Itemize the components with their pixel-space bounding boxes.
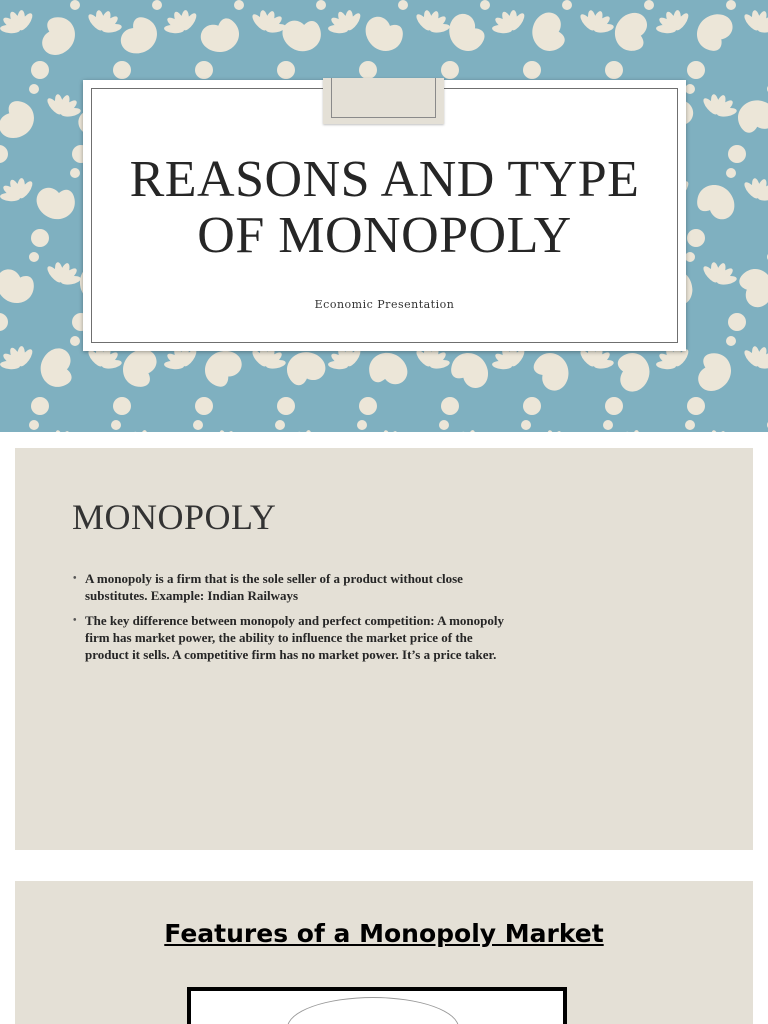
- dot-shape: [480, 0, 490, 10]
- leaf-sprig-shape: [486, 4, 531, 42]
- title-card-tab: [323, 78, 444, 124]
- paisley-shape: [366, 350, 409, 389]
- bullet-dot-icon: •: [73, 615, 77, 626]
- leaf-sprig-shape: [0, 340, 39, 378]
- paisley-shape: [692, 8, 736, 55]
- paisley-shape: [732, 262, 768, 312]
- paisley-shape: [0, 98, 38, 143]
- dot-shape: [31, 397, 49, 415]
- dot-shape: [605, 61, 623, 79]
- dot-shape: [562, 0, 572, 10]
- features-diagram: [187, 987, 567, 1024]
- dot-shape: [728, 313, 746, 331]
- paisley-shape: [441, 9, 491, 58]
- leaf-sprig-shape: [739, 5, 768, 40]
- leaf-sprig-shape: [42, 257, 86, 292]
- dot-shape: [70, 336, 80, 346]
- dot-shape: [603, 420, 613, 430]
- dot-shape: [31, 61, 49, 79]
- paisley-shape: [695, 182, 738, 221]
- title-slide: [0, 0, 768, 432]
- bullet-item: [72, 570, 512, 604]
- dot-shape: [357, 420, 367, 430]
- dot-shape: [359, 397, 377, 415]
- paisley-shape: [241, 431, 288, 432]
- dot-shape: [277, 61, 295, 79]
- dot-shape: [0, 145, 8, 163]
- paisley-shape: [117, 12, 163, 60]
- dot-shape: [441, 61, 459, 79]
- dot-shape: [277, 397, 295, 415]
- paisley-shape: [35, 184, 78, 223]
- bullet-text: A monopoly is a firm that is the sole seller of a product without close substitutes. Example: Indian Railways: [85, 571, 463, 603]
- dot-shape: [234, 0, 244, 10]
- dot-shape: [275, 420, 285, 430]
- dot-shape: [29, 84, 39, 94]
- paisley-shape: [729, 431, 768, 432]
- leaf-sprig-shape: [609, 424, 654, 432]
- dot-shape: [113, 61, 131, 79]
- leaf-sprig-shape: [698, 89, 742, 124]
- paisley-shape: [611, 348, 657, 396]
- leaf-sprig-shape: [575, 5, 619, 40]
- leaf-sprig-shape: [698, 425, 742, 432]
- leaf-sprig-shape: [83, 5, 127, 40]
- dot-shape: [29, 420, 39, 430]
- dot-shape: [685, 252, 695, 262]
- paisley-shape: [486, 430, 535, 432]
- diagram-oval: [287, 997, 459, 1024]
- leaf-sprig-shape: [411, 5, 455, 40]
- presentation-title-line-2: OF MONOPOLY: [197, 207, 572, 264]
- dot-shape: [195, 61, 213, 79]
- leaf-sprig-shape: [206, 425, 250, 432]
- dot-shape: [521, 420, 531, 430]
- paisley-shape: [405, 431, 454, 432]
- paisley-shape: [196, 11, 246, 60]
- paisley-shape: [362, 15, 405, 54]
- dot-shape: [687, 229, 705, 247]
- paisley-shape: [698, 353, 731, 391]
- dot-shape: [70, 168, 80, 178]
- paisley-shape: [42, 17, 75, 55]
- dot-shape: [152, 0, 162, 10]
- paisley-shape: [35, 345, 79, 392]
- dot-shape: [728, 145, 746, 163]
- presentation-title: [83, 152, 686, 264]
- bullet-item: [72, 612, 512, 663]
- dot-shape: [439, 420, 449, 430]
- dot-shape: [685, 420, 695, 430]
- dot-shape: [31, 229, 49, 247]
- dot-shape: [726, 336, 736, 346]
- leaf-sprig-shape: [42, 425, 86, 432]
- presentation-subtitle: Economic Presentation: [314, 298, 455, 311]
- dot-shape: [644, 0, 654, 10]
- presentation-title-line-1: REASONS AND TYPE: [129, 151, 640, 208]
- leaf-sprig-shape: [698, 257, 742, 292]
- dot-shape: [398, 0, 408, 10]
- leaf-sprig-shape: [0, 172, 39, 210]
- leaf-sprig-shape: [445, 424, 490, 432]
- dot-shape: [605, 397, 623, 415]
- paisley-shape: [0, 268, 35, 304]
- paisley-shape: [732, 93, 768, 140]
- dot-shape: [685, 84, 695, 94]
- monopoly-slide: [15, 448, 753, 850]
- leaf-sprig-shape: [322, 4, 367, 42]
- dot-shape: [316, 0, 326, 10]
- dot-shape: [523, 397, 541, 415]
- leaf-sprig-shape: [158, 4, 203, 42]
- leaf-sprig-shape: [739, 341, 768, 376]
- bullet-dot-icon: •: [73, 573, 77, 584]
- paisley-shape: [613, 12, 649, 52]
- dot-shape: [29, 252, 39, 262]
- paisley-shape: [525, 8, 572, 57]
- dot-shape: [195, 397, 213, 415]
- dot-shape: [113, 397, 131, 415]
- monopoly-slide-title: MONOPOLY: [72, 497, 277, 537]
- leaf-sprig-shape: [650, 4, 695, 42]
- dot-shape: [687, 397, 705, 415]
- paisley-shape: [280, 344, 330, 393]
- leaf-sprig-shape: [0, 4, 39, 42]
- paisley-shape: [280, 14, 325, 55]
- dot-shape: [687, 61, 705, 79]
- leaf-sprig-shape: [281, 424, 326, 432]
- features-slide: [15, 881, 753, 1024]
- leaf-sprig-shape: [739, 173, 768, 208]
- leaf-sprig-shape: [370, 425, 414, 432]
- paisley-shape: [448, 349, 493, 390]
- dot-shape: [726, 0, 736, 10]
- title-card: [83, 80, 686, 351]
- dot-shape: [70, 0, 80, 10]
- dot-shape: [193, 420, 203, 430]
- features-slide-title: Features of a Monopoly Market: [164, 919, 604, 948]
- dot-shape: [0, 313, 8, 331]
- dot-shape: [441, 397, 459, 415]
- bullet-text: The key difference between monopoly and perfect competition: A monopoly firm has market power, the ability to influence the market price of the product it sells. A competitive firm has no market power. It’s a price taker.: [85, 613, 504, 662]
- dot-shape: [359, 61, 377, 79]
- leaf-sprig-shape: [534, 425, 578, 432]
- paisley-shape: [122, 348, 158, 388]
- paisley-shape: [527, 346, 577, 395]
- dot-shape: [523, 61, 541, 79]
- monopoly-bullet-list: [72, 570, 512, 671]
- leaf-sprig-shape: [117, 424, 162, 432]
- title-card-tab-border: [331, 78, 436, 118]
- dot-shape: [726, 168, 736, 178]
- dot-shape: [111, 420, 121, 430]
